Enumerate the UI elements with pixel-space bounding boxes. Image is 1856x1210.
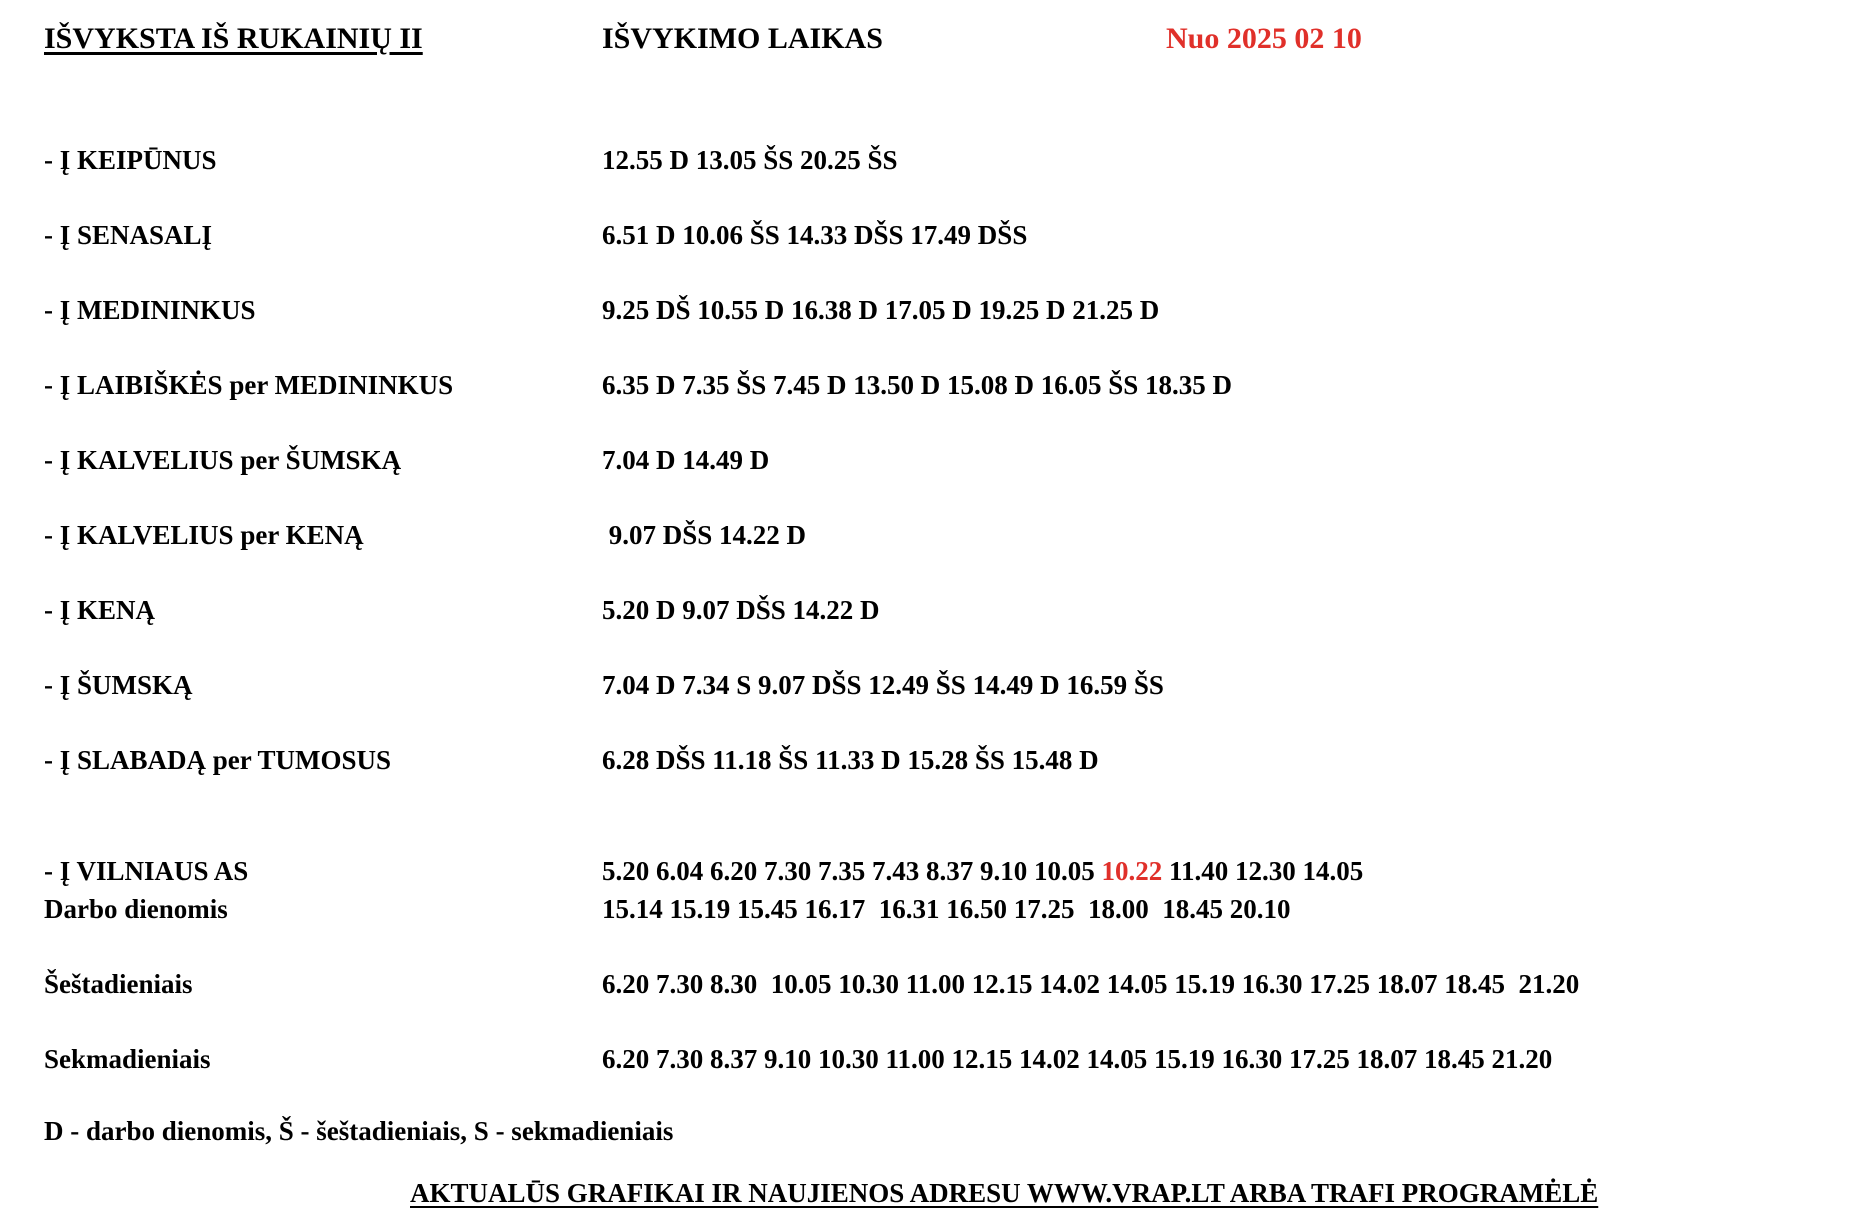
route-times: 7.04 D 7.34 S 9.07 DŠS 12.49 ŠS 14.49 D 16.59 ŠS xyxy=(602,670,1164,700)
route-destination: - Į SENASALĮ xyxy=(44,220,213,250)
highlighted-time: 10.22 xyxy=(1101,856,1163,886)
route-times: 5.20 D 9.07 DŠS 14.22 D xyxy=(602,595,880,625)
valid-from-date: Nuo 2025 02 10 xyxy=(1166,22,1362,55)
route-times: 12.55 D 13.05 ŠS 20.25 ŠS xyxy=(602,145,898,175)
legend-note: D - darbo dienomis, Š - šeštadieniais, S - sekmadieniais xyxy=(44,1116,674,1146)
route-times: 6.51 D 10.06 ŠS 14.33 DŠS 17.49 DŠS xyxy=(602,220,1028,250)
weekday-times-line2: 15.14 15.19 15.45 16.17 16.31 16.50 17.25 18.00 18.45 20.10 xyxy=(602,894,1291,924)
route-destination: - Į MEDININKUS xyxy=(44,295,256,325)
route-destination: - Į ŠUMSKĄ xyxy=(44,670,193,700)
route-destination: - Į VILNIAUS AS xyxy=(44,856,249,886)
sunday-times: 6.20 7.30 8.37 9.10 10.30 11.00 12.15 14.02 14.05 15.19 16.30 17.25 18.07 18.45 21.20 xyxy=(602,1044,1553,1074)
weekday-times-part: 5.20 6.04 6.20 7.30 7.35 7.43 8.37 9.10 10.05 xyxy=(602,856,1102,886)
route-times: 9.25 DŠ 10.55 D 16.38 D 17.05 D 19.25 D 21.25 D xyxy=(602,295,1160,325)
route-destination: - Į KEIPŪNUS xyxy=(44,145,217,175)
saturday-times: 6.20 7.30 8.30 10.05 10.30 11.00 12.15 14.02 14.05 15.19 16.30 17.25 18.07 18.45 21.20 xyxy=(602,969,1580,999)
route-times: 7.04 D 14.49 D xyxy=(602,445,770,475)
route-destination: - Į LAIBIŠKĖS per MEDININKUS xyxy=(44,370,454,400)
route-times xyxy=(602,855,1363,887)
route-destination: - Į SLABADĄ per TUMOSUS xyxy=(44,745,392,775)
route-times: 6.28 DŠS 11.18 ŠS 11.33 D 15.28 ŠS 15.48 D xyxy=(602,745,1099,775)
route-destination: - Į KENĄ xyxy=(44,595,156,625)
sunday-label: Sekmadieniais xyxy=(44,1044,211,1074)
route-times: 6.35 D 7.35 ŠS 7.45 D 13.50 D 15.08 D 16.05 ŠS 18.35 D xyxy=(602,370,1233,400)
weekdays-label: Darbo dienomis xyxy=(44,894,228,924)
saturday-label: Šeštadieniais xyxy=(44,969,193,999)
route-times: 9.07 DŠS 14.22 D xyxy=(602,520,807,550)
footer-link-note: AKTUALŪS GRAFIKAI IR NAUJIENOS ADRESU WWW.VRAP.LT ARBA TRAFI PROGRAMĖLĖ xyxy=(410,1178,1599,1208)
weekday-times-part: 11.40 12.30 14.05 xyxy=(1162,856,1364,886)
route-destination: - Į KALVELIUS per KENĄ xyxy=(44,520,364,550)
route-destination: - Į KALVELIUS per ŠUMSKĄ xyxy=(44,445,402,475)
departure-time-heading: IŠVYKIMO LAIKAS xyxy=(602,22,883,55)
page-title: IŠVYKSTA IŠ RUKAINIŲ II xyxy=(44,22,423,55)
